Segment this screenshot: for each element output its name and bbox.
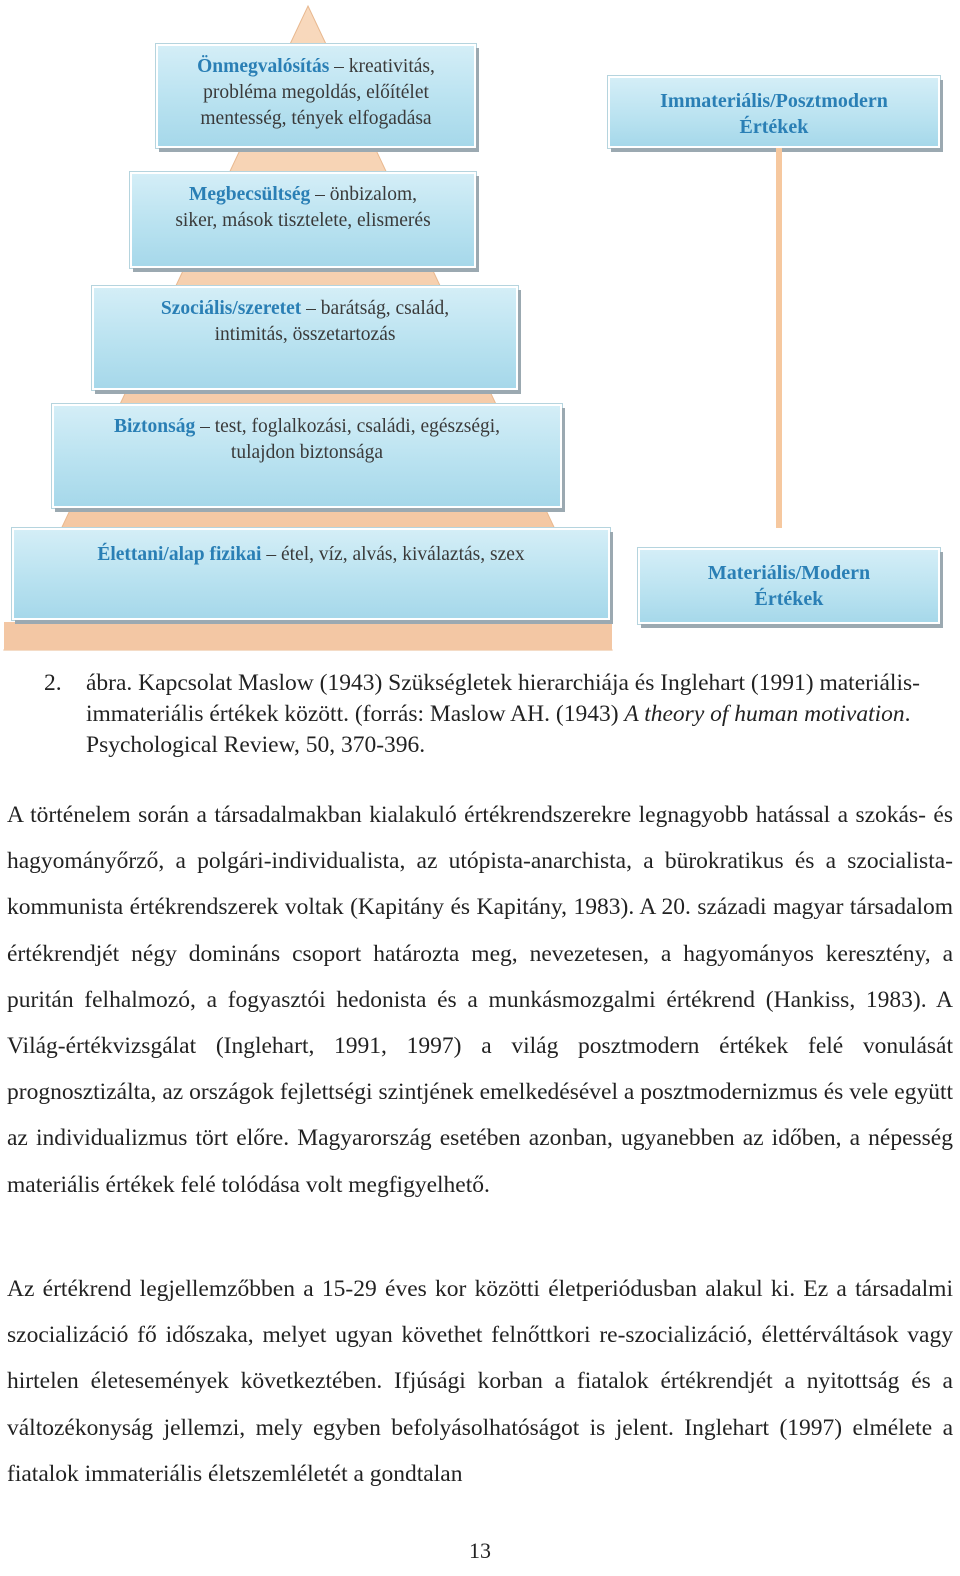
level-description: – kreativitás, probléma megoldás, előítélet mentesség, tények elfogadása bbox=[200, 56, 435, 129]
level-esteem bbox=[130, 172, 476, 268]
level-safety bbox=[52, 404, 562, 508]
page-number: 13 bbox=[469, 1538, 491, 1563]
level-description: – test, foglalkozási, családi, egészségi, tulajdon biztonsága bbox=[200, 416, 501, 463]
body-paragraph-1: A történelem során a társadalmakban kialakuló értékrendszerekre legnagyobb hatással a szokás- és hagyományőrző, a polgári-individualista, az utópista-anarchista, a bürokratikus és a szocialista-kommunista értékrendszerek voltak (Kapitány és Kapitány, 1983). A 20. századi magyar társadalom értékrendjét négy domináns csoport határozta meg, nevezetesen, a hagyományos keresztény, a puritán felhalmozó, a fogyasztói hedonista és a munkásmozgalmi értékrend (Hankiss, 1983). A Világ-értékvizsgálat (Inglehart, 1991, 1997) a világ posztmodern értékek felé vonulását prognosztizálta, az országok fejlettségi szintjének emelkedésével a posztmodernizmus és vele együtt az individualizmus tört előre. Magyarország esetében azonban, ugyanebben az időben, a népesség materiális értékek felé tolódása volt megfigyelhető. bbox=[7, 802, 953, 1198]
level-keyword: Szociális/szeretet bbox=[160, 298, 302, 319]
level-social bbox=[92, 286, 518, 390]
caption-source: . Psychological Review, 50, 370-396. bbox=[86, 701, 911, 758]
level-self-actualization bbox=[156, 44, 476, 148]
maslow-figure bbox=[0, 0, 960, 660]
figure-caption bbox=[44, 668, 944, 761]
level-keyword: Élettani/alap fizikai bbox=[97, 544, 262, 565]
caption-text-main: ábra. Kapcsolat Maslow (1943) Szükségletek hierarchiája és Inglehart (1991) materiális-immateriális értékek között. (forrás: Maslow AH. (1943) bbox=[86, 670, 920, 727]
level-keyword: Biztonság bbox=[113, 416, 196, 437]
level-description: – önbizalom, siker, mások tisztelete, elismerés bbox=[175, 184, 431, 231]
level-description: – barátság, család, intimitás, összetartozás bbox=[214, 298, 450, 345]
immaterial-values-box: Immateriális/Posztmodern Értékek bbox=[608, 76, 940, 148]
level-physiological bbox=[12, 528, 610, 620]
caption-title: A theory of human motivation bbox=[624, 701, 905, 727]
caption-text bbox=[86, 668, 944, 761]
level-keyword: Önmegvalósítás bbox=[197, 56, 330, 77]
material-values-box: Materiális/Modern Értékek bbox=[638, 548, 940, 624]
level-keyword: Megbecsültség bbox=[188, 184, 311, 205]
caption-number: 2. bbox=[44, 670, 62, 696]
body-paragraph-2: Az értékrend legjellemzőbben a 15-29 éves kor közötti életperiódusban alakul ki. Ez a társadalmi szocializáció fő időszaka, melyet ugyan követhet felnőttkori re-szocializáció, élettérváltások vagy hirtelen életesemények következtében. Ifjúsági korban a fiatalok értékrendjét a nyitottság és a változékonyság jellemzi, mely egyben befolyásolhatóságot is jelent. Inglehart (1997) elmélete a fiatalok immateriális életszemléletét a gondtalan bbox=[7, 1276, 953, 1487]
level-description: – étel, víz, alvás, kiválaztás, szex bbox=[261, 544, 525, 565]
values-connector-line bbox=[776, 148, 782, 528]
